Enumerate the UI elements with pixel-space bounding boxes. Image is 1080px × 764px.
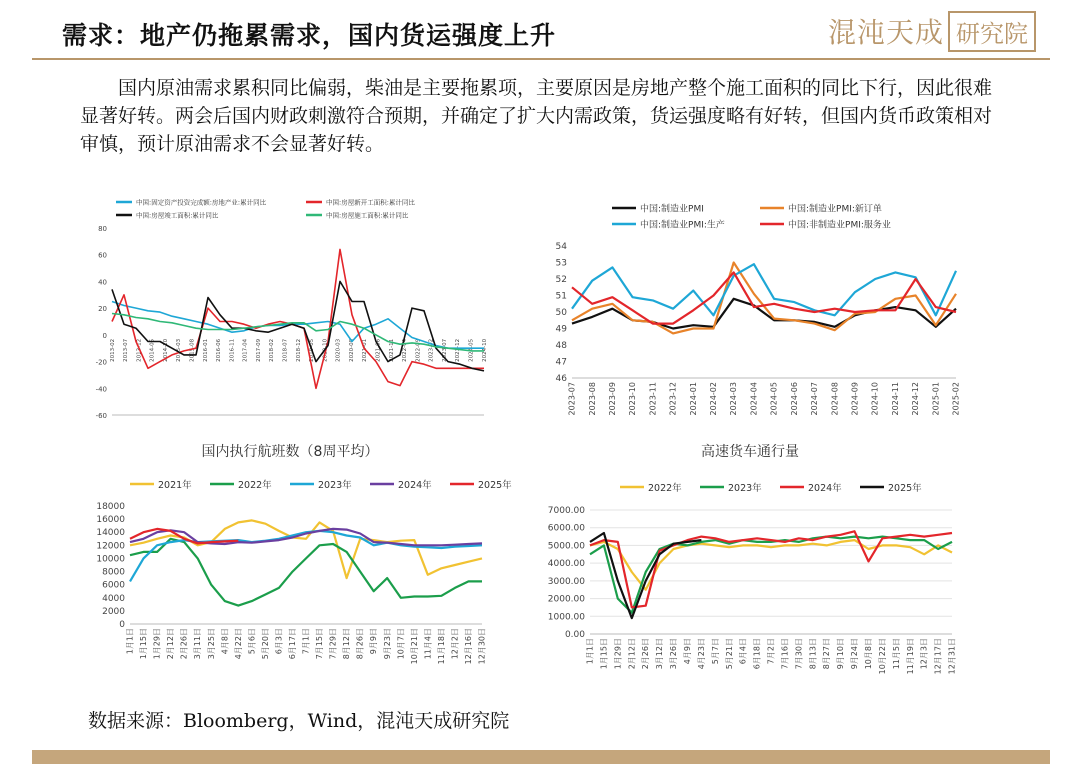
x-tick-label: 2023-12: [668, 382, 678, 416]
x-tick-label: 1月1日: [125, 628, 135, 655]
data-source: 数据来源：Bloomberg，Wind，混沌天成研究院: [88, 710, 510, 732]
x-tick-label: 2月26日: [641, 638, 651, 670]
x-tick-label: 1月15日: [139, 628, 149, 660]
x-tick-label: 8月13日: [808, 638, 818, 670]
x-tick-label: 4月8日: [220, 628, 230, 655]
x-tick-label: 2024-06: [789, 382, 799, 416]
x-tick-label: 2024-01: [688, 382, 698, 416]
x-tick-label: 2024-07: [810, 382, 820, 416]
x-tick-label: 2024-10: [870, 382, 880, 416]
legend-label: 中国:固定资产投资完成额:房地产业:累计同比: [136, 198, 267, 207]
y-tick-label: 16000: [96, 515, 125, 526]
x-tick-label: 11月4日: [423, 628, 433, 660]
x-tick-label: 2018-12: [295, 338, 302, 362]
chart-title: 国内执行航班数（8周平均）: [201, 444, 379, 460]
legend-label: 2022年: [648, 482, 682, 494]
y-tick-label: 18000: [96, 502, 125, 512]
x-tick-label: 2020-03: [335, 338, 342, 362]
x-tick-label: 9月23日: [382, 628, 392, 660]
x-tick-label: 7月30日: [794, 638, 804, 670]
x-tick-label: 5月20日: [260, 628, 270, 660]
x-tick-label: 9月24日: [850, 638, 860, 670]
legend-label: 中国:非制造业PMI:服务业: [788, 220, 891, 231]
y-tick-label: 40: [98, 278, 107, 287]
x-tick-label: 7月2日: [766, 638, 776, 665]
y-tick-label: -60: [95, 412, 107, 420]
x-tick-label: 5月21日: [724, 638, 734, 670]
x-tick-label: 2022-09: [415, 338, 422, 362]
truck-traffic-chart: [530, 440, 970, 690]
legend-label: 2024年: [398, 479, 432, 491]
x-tick-label: 4月9日: [683, 638, 693, 665]
logo-text: 混沌天成: [828, 16, 945, 49]
legend-label: 中国:房屋新开工面积:累计同比: [326, 198, 415, 207]
y-tick-label: 46: [555, 374, 567, 384]
legend-label: 2025年: [478, 479, 512, 491]
x-tick-label: 2016-01: [202, 338, 209, 362]
x-tick-label: 7月1日: [301, 628, 311, 655]
y-tick-label: 7000.00: [547, 506, 585, 516]
x-tick-label: 6月18日: [752, 638, 762, 670]
y-tick-label: 2000: [102, 606, 125, 617]
x-tick-label: 2023-09: [607, 382, 617, 416]
x-tick-label: 12月31日: [947, 638, 957, 675]
series-line: [109, 249, 484, 388]
x-tick-label: 2016-11: [229, 338, 236, 362]
y-tick-label: 5000.00: [547, 541, 585, 552]
y-tick-label: 80: [98, 225, 107, 233]
x-tick-label: 2013-12: [136, 338, 143, 362]
y-tick-label: 0: [119, 620, 125, 630]
header-divider: [32, 58, 1050, 60]
x-tick-label: 2013-02: [109, 338, 116, 362]
x-tick-label: 10月7日: [396, 628, 406, 660]
x-tick-label: 2015-03: [176, 338, 183, 362]
x-tick-label: 2024-09: [850, 382, 860, 416]
y-tick-label: 48: [555, 341, 567, 351]
x-tick-label: 2019-05: [309, 338, 316, 362]
y-tick-label: 20: [98, 305, 107, 314]
x-tick-label: 3月11日: [193, 628, 203, 660]
x-tick-label: 10月22日: [877, 638, 887, 675]
legend-label: 2021年: [158, 479, 192, 491]
x-tick-label: 10月8日: [864, 638, 874, 670]
x-tick-label: 2025-01: [931, 382, 941, 416]
pmi-chart: [530, 190, 970, 430]
x-tick-label: 11月19日: [905, 638, 915, 675]
x-tick-label: 10月21日: [409, 628, 419, 665]
x-tick-label: 2月12日: [627, 638, 637, 670]
series-line: [572, 299, 956, 329]
x-tick-label: 2025-02: [951, 382, 961, 416]
x-tick-label: 12月2日: [450, 628, 460, 660]
y-tick-label: 0: [102, 331, 107, 340]
y-tick-label: 14000: [96, 528, 125, 539]
x-tick-label: 3月26日: [669, 638, 679, 670]
x-tick-label: 1月1日: [585, 638, 595, 665]
x-tick-label: 2022-04: [402, 338, 409, 362]
series-line: [130, 520, 482, 578]
x-tick-label: 2024-04: [749, 382, 759, 416]
x-tick-label: 3月12日: [655, 638, 665, 670]
legend-label: 2023年: [318, 479, 352, 491]
x-tick-label: 3月25日: [206, 628, 216, 660]
x-tick-label: 2月12日: [166, 628, 176, 660]
y-tick-label: 49: [555, 324, 567, 335]
brand-logo: [828, 12, 1036, 50]
x-tick-label: 2021-01: [362, 338, 369, 362]
flights-chart: [80, 440, 512, 685]
x-tick-label: 8月26日: [355, 628, 365, 660]
x-tick-label: 2021-11: [388, 338, 395, 362]
y-tick-label: 3000.00: [547, 576, 585, 587]
x-tick-label: 2024-10: [481, 338, 488, 362]
x-tick-label: 4月23日: [696, 638, 706, 670]
body-paragraph: 国内原油需求累积同比偏弱，柴油是主要拖累项，主要原因是房地产整个施工面积的同比下行，因此很难显著好转。两会后国内财政刺激符合预期，并确定了扩大内需政策，货运强度略有好转，但国内货币政策相对审慎，预计原油需求不会显著好转。: [80, 77, 993, 155]
x-tick-label: 2017-09: [255, 338, 262, 362]
legend-label: 中国:制造业PMI:生产: [640, 220, 725, 231]
y-tick-label: 53: [555, 258, 567, 269]
x-tick-label: 2023-11: [648, 382, 658, 416]
x-tick-label: 2020-08: [348, 338, 355, 362]
x-tick-label: 2018-02: [269, 338, 276, 362]
x-tick-label: 2024-12: [911, 382, 921, 416]
x-tick-label: 2024-03: [729, 382, 739, 416]
legend-label: 2024年: [808, 482, 842, 494]
x-tick-label: 8月27日: [822, 638, 832, 670]
x-tick-label: 12月30日: [477, 628, 487, 665]
y-tick-label: 52: [555, 275, 567, 285]
y-tick-label: 4000.00: [547, 559, 585, 570]
series-line: [130, 539, 482, 606]
x-tick-label: 2月26日: [179, 628, 189, 660]
y-tick-label: 2000.00: [547, 594, 585, 605]
legend-label: 2025年: [888, 482, 922, 494]
logo-box: 研究院: [948, 11, 1036, 52]
y-tick-label: 54: [555, 242, 567, 252]
x-tick-label: 4月22日: [233, 628, 243, 660]
y-tick-label: 6000.00: [547, 523, 585, 534]
x-tick-label: 2014-05: [149, 338, 156, 362]
y-tick-label: 51: [555, 291, 567, 302]
x-tick-label: 7月29日: [328, 628, 338, 660]
legend-label: 中国:房屋施工面积:累计同比: [326, 211, 409, 220]
y-tick-label: 1000.00: [547, 612, 585, 623]
y-tick-label: 8000: [102, 567, 125, 578]
legend-label: 2023年: [728, 482, 762, 494]
x-tick-label: 2013-07: [123, 338, 130, 362]
legend-label: 中国:制造业PMI: [640, 204, 704, 215]
x-tick-label: 2023-02: [428, 338, 435, 362]
x-tick-label: 5月7日: [710, 638, 720, 665]
x-tick-label: 2017-04: [242, 338, 249, 362]
x-tick-label: 6月17日: [288, 628, 298, 660]
x-tick-label: 12月3日: [919, 638, 929, 670]
x-tick-label: 2015-08: [189, 338, 196, 362]
y-tick-label: 50: [555, 308, 567, 318]
x-tick-label: 6月4日: [738, 638, 748, 665]
x-tick-label: 2024-08: [830, 382, 840, 416]
x-tick-label: 2023-07: [567, 382, 577, 416]
chart-title: 高速货车通行量: [701, 444, 799, 460]
y-tick-label: 0.00: [564, 630, 585, 640]
x-tick-label: 2024-05: [769, 382, 779, 416]
x-tick-label: 2023-12: [455, 338, 462, 362]
x-tick-label: 12月17日: [933, 638, 943, 675]
x-tick-label: 7月16日: [780, 638, 790, 670]
x-tick-label: 7月15日: [315, 628, 325, 660]
x-tick-label: 12月16日: [464, 628, 474, 665]
x-tick-label: 2021-06: [375, 338, 382, 362]
x-tick-label: 1月29日: [152, 628, 162, 660]
x-tick-label: 5月6日: [247, 628, 257, 655]
x-tick-label: 2023-10: [628, 382, 638, 416]
x-tick-label: 9月10日: [836, 638, 846, 670]
footer-bar: [32, 750, 1050, 764]
x-tick-label: 1月15日: [599, 638, 609, 670]
x-tick-label: 1月29日: [613, 638, 623, 670]
x-tick-label: 2023-07: [441, 338, 448, 362]
y-tick-label: 10000: [96, 554, 125, 565]
x-tick-label: 2016-06: [216, 338, 223, 362]
legend-label: 中国:制造业PMI:新订单: [788, 204, 882, 215]
x-tick-label: 9月9日: [369, 628, 379, 655]
y-tick-label: 4000: [102, 593, 125, 604]
x-tick-label: 2024-11: [890, 382, 900, 416]
x-tick-label: 2018-07: [282, 338, 289, 362]
y-tick-label: 6000: [102, 580, 125, 591]
x-tick-label: 2019-10: [322, 338, 329, 362]
legend-label: 中国:房屋竣工面积:累计同比: [136, 211, 219, 220]
real-estate-chart: [80, 190, 500, 430]
page-title: 需求：地产仍拖累需求，国内货运强度上升: [62, 21, 557, 50]
x-tick-label: 2023-08: [587, 382, 597, 416]
y-tick-label: 12000: [96, 541, 125, 552]
y-tick-label: 60: [98, 251, 107, 260]
x-tick-label: 11月5日: [891, 638, 901, 670]
x-tick-label: 8月12日: [342, 628, 352, 660]
x-tick-label: 2024-05: [468, 338, 475, 362]
x-tick-label: 2014-10: [162, 338, 169, 362]
x-tick-label: 2024-02: [709, 382, 719, 416]
x-tick-label: 11月18日: [436, 628, 446, 665]
y-tick-label: -40: [95, 385, 107, 394]
legend-label: 2022年: [238, 479, 272, 491]
y-tick-label: -20: [95, 358, 107, 367]
y-tick-label: 47: [555, 357, 567, 368]
x-tick-label: 6月3日: [274, 628, 284, 655]
